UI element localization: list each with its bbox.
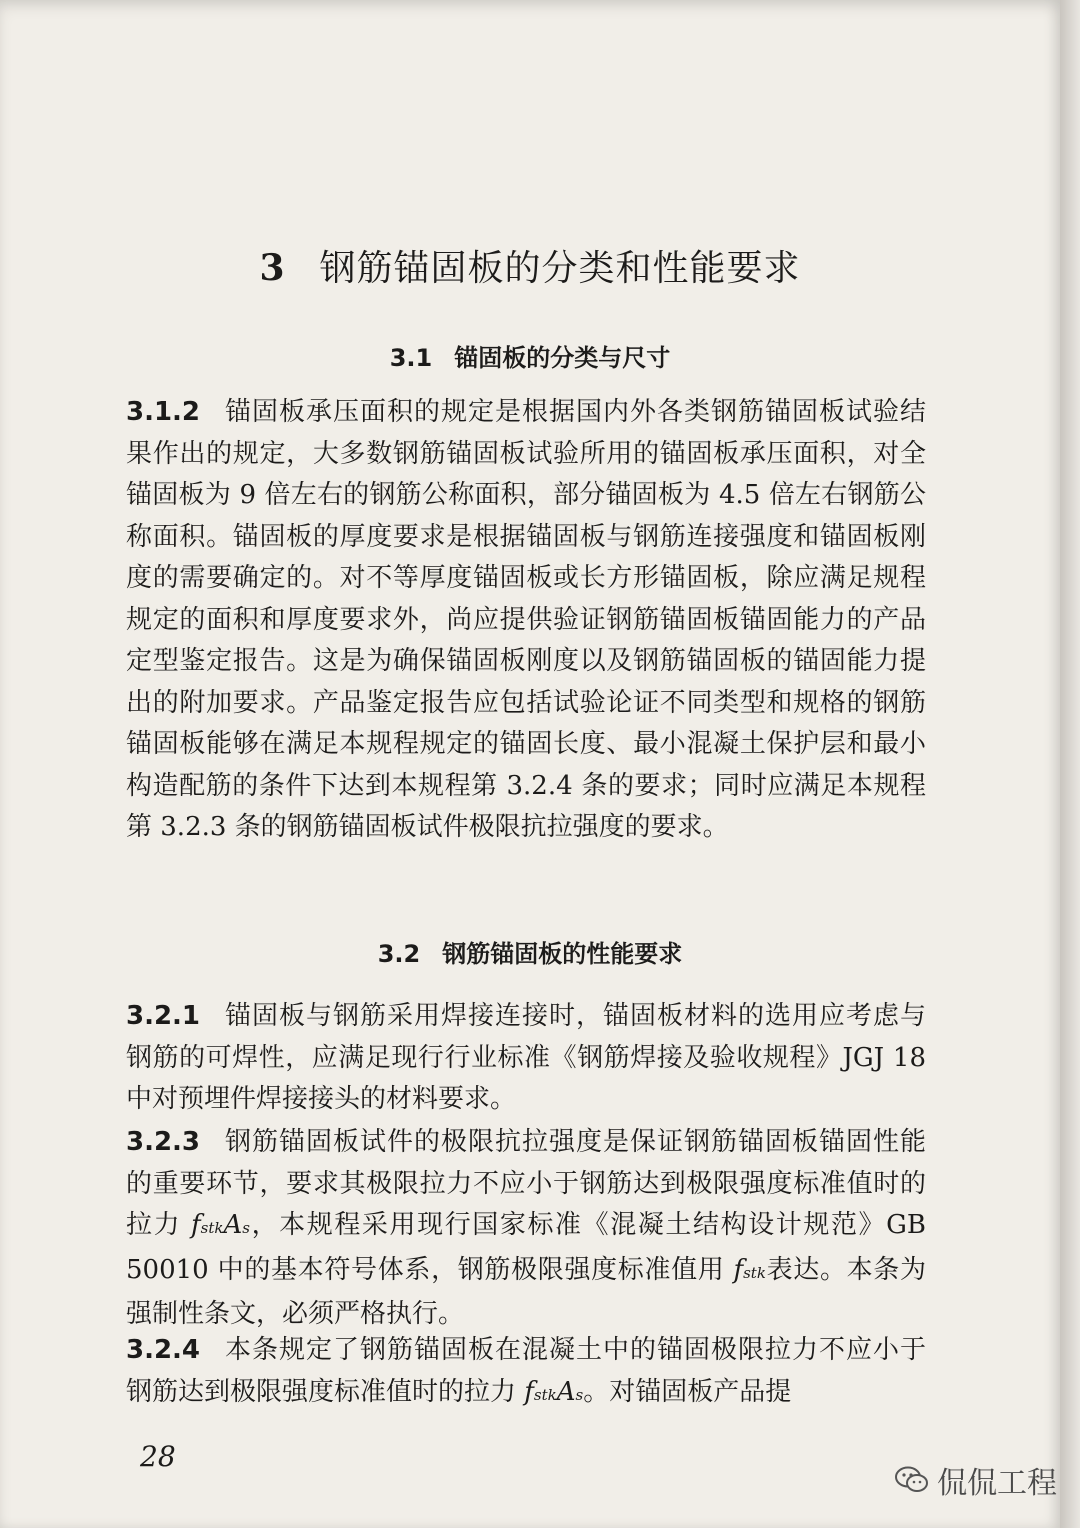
section-number: 3.2 xyxy=(377,940,421,968)
subscript-stk: stk xyxy=(533,1385,557,1404)
symbol-f: f xyxy=(524,1376,534,1407)
clause-text: 。对锚固板产品提 xyxy=(583,1376,792,1407)
clause-3-1-2 xyxy=(126,392,926,849)
chapter-title xyxy=(0,240,1060,291)
watermark xyxy=(895,1458,1057,1502)
section-title-text: 锚固板的分类与尺寸 xyxy=(454,344,671,372)
section-title-3-1 xyxy=(0,338,1060,373)
chapter-number: 3 xyxy=(259,247,286,289)
clause-3-2-3 xyxy=(126,1122,926,1336)
section-title-3-2 xyxy=(0,934,1060,969)
symbol-f: f xyxy=(733,1254,744,1285)
subscript-stk: stk xyxy=(200,1219,224,1237)
clause-text: ，本规程采用现行国家标准《混凝土结构设计规范》GB 50010 中的基本符号体系，钢筋极限强度标准值用 xyxy=(126,1210,926,1285)
page-edge xyxy=(1060,0,1080,1528)
clause-text: 表达。本条为强制性条文，必须严格执行。 xyxy=(126,1254,926,1329)
subscript-s: s xyxy=(242,1219,250,1237)
chapter-title-text: 钢筋锚固板的分类和性能要求 xyxy=(319,248,801,289)
clause-text: 本条规定了钢筋锚固板在混凝土中的锚固极限拉力不应小于钢筋达到极限强度标准值时的拉力 xyxy=(126,1335,926,1407)
clause-number: 3.2.4 xyxy=(126,1335,201,1365)
section-title-text: 钢筋锚固板的性能要求 xyxy=(442,940,683,968)
clause-text: 锚固板与钢筋采用焊接连接时，锚固板材料的选用应考虑与钢筋的可焊性，应满足现行行业标准《钢筋焊接及验收规程》JGJ 18 中对预埋件焊接接头的材料要求。 xyxy=(126,1001,926,1114)
clause-text: 钢筋锚固板试件的极限抗拉强度是保证钢筋锚固板锚固性能的重要环节，要求其极限拉力不应小于钢筋达到极限强度标准值时的拉力 xyxy=(126,1127,926,1240)
subscript-stk: stk xyxy=(743,1263,766,1282)
clause-number: 3.1.2 xyxy=(126,397,201,427)
symbol-A: A xyxy=(223,1210,243,1240)
page-number: 28 xyxy=(140,1440,176,1473)
clause-3-2-1 xyxy=(126,996,926,1121)
clause-number: 3.2.1 xyxy=(126,1001,201,1031)
symbol-f: f xyxy=(191,1210,201,1240)
clause-text: 锚固板承压面积的规定是根据国内外各类钢筋锚固板试验结果作出的规定，大多数钢筋锚固板试验所用的锚固板承压面积，对全锚固板为 9 倍左右的钢筋公称面积，部分锚固板为 4.5 倍左右钢筋公称面积。锚固板的厚度要求是根据锚固板与钢筋连接强度和锚固板刚度的需要确定的。对不等厚度锚固板或长方形锚固板，除应满足规程规定的面积和厚度要求外，尚应提供验证钢筋锚固板锚固能力的产品定型鉴定报告。这是为确保锚固板刚度以及钢筋锚固板的锚固能力提出的附加要求。产品鉴定报告应包括试验论证不同类型和规格的钢筋锚固板能够在满足本规程规定的锚固长度、最小混凝土保护层和最小构造配筋的条件下达到本规程第 3.2.4 条的要求；同时应满足本规程第 3.2.3 条的钢筋锚固板试件极限抗拉强度的要求。 xyxy=(126,397,926,842)
wechat-icon xyxy=(895,1466,929,1494)
clause-number: 3.2.3 xyxy=(126,1127,201,1157)
subscript-s: s xyxy=(575,1385,584,1404)
watermark-text: 侃侃工程 xyxy=(937,1466,1057,1501)
section-number: 3.1 xyxy=(389,344,433,372)
symbol-A: A xyxy=(556,1376,576,1407)
clause-3-2-4 xyxy=(126,1330,926,1416)
